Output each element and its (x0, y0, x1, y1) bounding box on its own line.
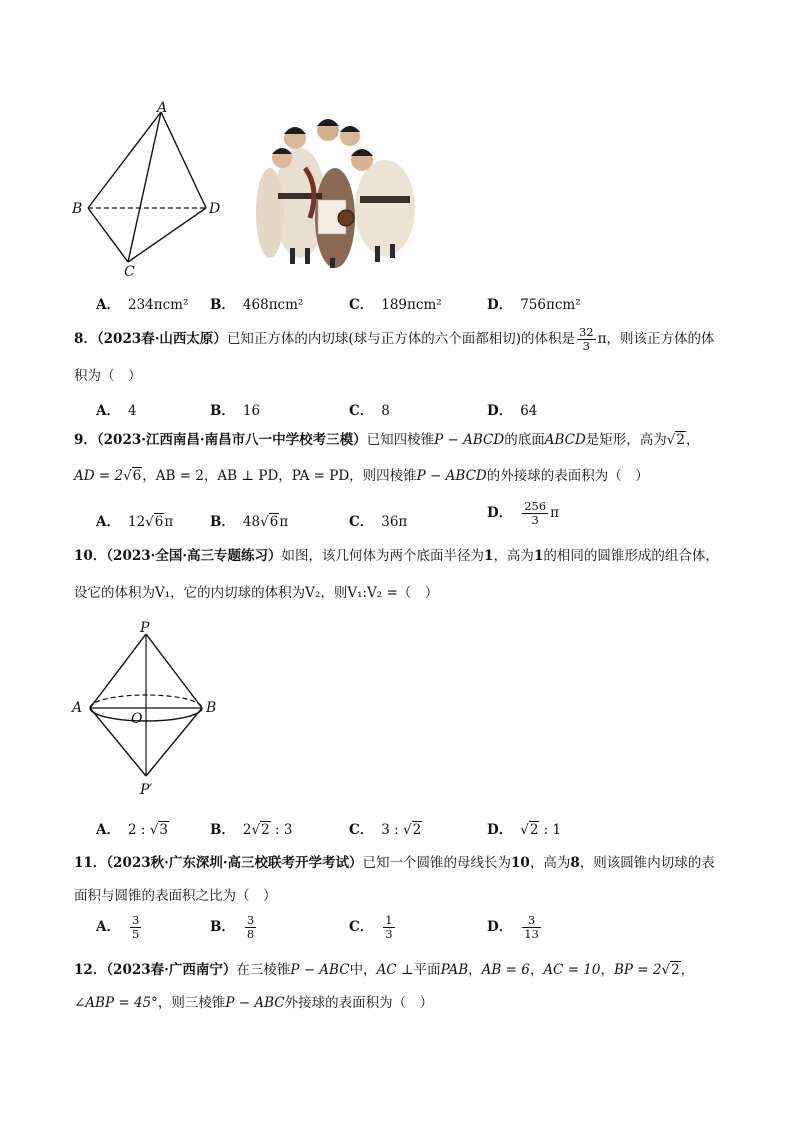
cone-edge-p2b (146, 708, 202, 776)
label-b: B (72, 201, 83, 217)
q10-option-a: A． 2 : √3 (96, 822, 168, 838)
q10-line1: 10．（2023·全国·高三专题练习）如图，该几何体为两个底面半径为1，高为1的相同的圆锥形成的组合体， (74, 548, 719, 564)
label-c: C (124, 264, 135, 280)
q9-line1: 9．（2023·江西南昌·南昌市八一中学校考三模）已知四棱锥P − ABCD的底面ABCD是矩形，高为√2， (74, 432, 700, 448)
q9-option-c: C． 36π (349, 514, 408, 530)
double-cone-figure (66, 618, 236, 798)
q9-option-b: B． 48√6π (210, 514, 289, 530)
q9-line2: AD = 2√6，AB = 2，AB ⊥ PD，PA = PD，则四棱锥P − ABCD的外接球的表面积为（ ） (74, 468, 649, 484)
q7-option-b: B． 468πcm² (210, 297, 304, 313)
label-p-prime: P′ (140, 782, 153, 798)
q10-option-d: D． √2 : 1 (487, 822, 562, 838)
edge-bc (88, 208, 128, 262)
ancient-figures-painting-icon (250, 108, 420, 270)
q12-line2: ∠ABP = 45°，则三棱锥P − ABC外接球的表面积为（ ） (74, 995, 434, 1011)
q7-option-c: C． 189πcm² (349, 297, 442, 313)
q12-line1: 12．（2023春·广西南宁）在三棱锥P − ABC中，AC ⊥平面PAB，AB = 6，AC = 10，BP = 2√2， (74, 962, 695, 978)
label-d: D (209, 201, 221, 217)
q11-line2: 面积与圆锥的表面积之比为（ ） (74, 888, 277, 904)
q8-line2: 积为（ ） (74, 368, 142, 384)
cone-edge-pa (90, 634, 146, 708)
q8-option-b: B． 16 (210, 403, 261, 419)
edge-ad (161, 112, 206, 208)
q7-option-d: D． 756πcm² (487, 297, 581, 313)
q11-option-c: C． $\frac{1}{3}$ (349, 913, 393, 941)
tetrahedron-figure (66, 100, 236, 280)
q9-option-d: D． $\frac{256}{3}$ π (487, 499, 560, 527)
q11-option-a: A． $\frac{3}{5}$ (96, 913, 140, 941)
q7-option-a: A． 234πcm² (96, 297, 189, 313)
label-a: A (72, 700, 83, 716)
label-p: P (140, 620, 150, 636)
q8-option-a: A． 4 (96, 403, 137, 419)
label-b: B (206, 700, 217, 716)
label-o: O (131, 711, 143, 727)
edge-cd (128, 208, 206, 262)
q11-line1: 11．（2023秋·广东深圳·高三校联考开学考试）已知一个圆锥的母线长为10，高为8，则该圆锥内切球的表 (74, 855, 715, 871)
q10-option-b: B． 2√2 : 3 (210, 822, 293, 838)
q8-option-c: C． 8 (349, 403, 390, 419)
q8-number: 8． (74, 331, 97, 347)
q8-line1: 8．（2023春·山西太原）已知正方体的内切球(球与正方体的六个面都相切)的体积是 $\frac{32}{3}$ π，则该正方体的体 (74, 325, 715, 353)
q8-option-d: D． 64 (487, 403, 538, 419)
q10-option-c: C． 3 : √2 (349, 822, 422, 838)
q11-option-b: B． $\frac{3}{8}$ (210, 913, 255, 941)
q8-source: （2023春·山西太原） (96, 331, 227, 347)
q8-fraction: $\frac{32}{3}$ (578, 325, 594, 353)
label-a: A (157, 100, 168, 116)
q9-option-a: A． 12√6π (96, 514, 174, 530)
q11-option-d: D． $\frac{3}{13}$ (487, 913, 539, 941)
q10-line2: 设它的体积为V₁，它的内切球的体积为V₂，则V₁:V₂ =（ ） (74, 585, 439, 601)
cone-edge-pb (146, 634, 202, 708)
